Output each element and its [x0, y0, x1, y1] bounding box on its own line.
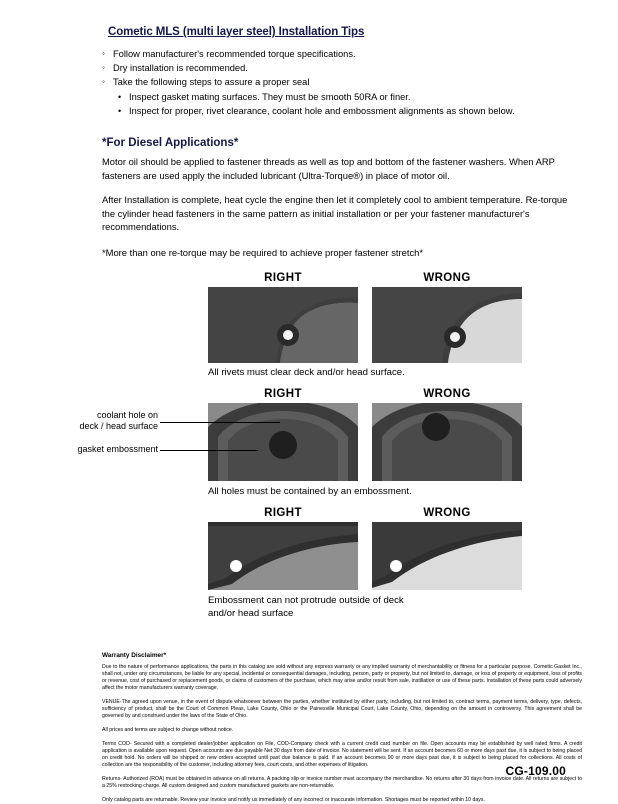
- figures-section: [40, 272, 578, 620]
- list-item: [118, 90, 578, 104]
- warranty-paragraph: Returns- Authorized (ROA) must be obtained in advance on all returns. A packing slip or invoice number must accompany the merchandise. No returns after 30 days from invoice date. All returns are subject to a 25% restocking charge. All custom designed and custom manufactured gaskets are non-returnable.: [102, 776, 582, 790]
- warranty-paragraph: All prices and terms are subject to change without notice.: [102, 727, 234, 734]
- figure-label-wrong: WRONG: [423, 506, 471, 519]
- embossment-right-diagram: [208, 403, 358, 481]
- warranty-paragraph: Terms COD- Secured with a completed dealer/jobber application on File, COD-Company check with a current credit card number on file. Open accounts may be established by well rated firms. A credit application is available upon request. Open accounts are due payable Net 30 days from date of invoice. No statement will be sent. If an account becomes 60 or more days past due, it is subject to being placed on credit hold. No orders will be shipped or new orders accepted until past due balance is paid. If an account becomes 90 or more days past due, it is subject to being placed for collections. All costs of collection are the responsibility of the customer, including attorney fees, court costs, and other expenses of litigation.: [102, 741, 582, 769]
- list-item: [102, 47, 578, 61]
- figure-label-right: RIGHT: [264, 506, 302, 519]
- figure-embossment-right: [208, 388, 358, 481]
- list-item-label: Inspect for proper, rivet clearance, coolant hole and embossment alignments as shown below.: [129, 105, 515, 116]
- warranty-paragraph: Due to the nature of performance applications, the parts in this catalog are sold without any express warranty or any implied warranty of merchantability or fitness for a particular purpose. Cometic Gasket Inc., shall not, under any circumstances, be liable for any special, incidental or consequential damages, including, person, party or property, but not limited to, damage, or loss of property or equipment, loss of profits or revenue, cost of purchased or replacement goods, or claims of customers of the purchase, which may arise and/or result from sale, instillation or use of these parts. Installation of these parts could adversely affect the motor manufacturers warranty coverage.: [102, 664, 582, 692]
- figure-rivets-right-image: [208, 287, 358, 363]
- warranty-paragraph: VENUE-The agreed upon venue, in the event of dispute whatsoever between the parties, whether instituted by either party, including, but not limited to, contract terms, payment terms, delivery, type, defects, sufficiency of product, shall be the Court of Common Pleas, Lake County, Ohio or the Painesville Municipal Court, Lake County, Ohio, depending on the amount in controversy. This agreement shall be governed by and construed under the laws of the State of Ohio.: [102, 699, 582, 720]
- list-item: [102, 61, 578, 75]
- list-item: [102, 75, 578, 89]
- bullet-marker-icon: •: [118, 105, 122, 116]
- callout-coolant-hole-line2: deck / head surface: [79, 421, 158, 432]
- figure-label-wrong: WRONG: [423, 387, 471, 400]
- figure-protrusion: [208, 507, 578, 590]
- figure-embossment: [208, 388, 578, 481]
- list-item-label: Inspect gasket mating surfaces. They must be smooth 50RA or finer.: [129, 91, 411, 102]
- figure-protrusion-caption-line1: Embossment can not protrude outside of deck: [208, 594, 404, 606]
- warranty-body: [102, 664, 582, 804]
- figure-rivets-wrong: [372, 272, 522, 363]
- figure-rivets-wrong-image: [372, 287, 522, 363]
- figure-protrusion-caption-line2: and/or head surface: [208, 607, 294, 619]
- diesel-paragraph-2: After Installation is complete, heat cycle the engine then let it completely cool to ambient temperature. Re-torque the cylinder head fasteners in the same pattern as initial installation or per your fastener manufacturer's recommendations.: [102, 194, 568, 233]
- list-item: [118, 104, 578, 118]
- callout-gasket-embossment: [0, 444, 158, 456]
- callout-coolant-hole: [0, 410, 158, 433]
- warranty-section: [40, 652, 582, 804]
- document-number: CG-109.00: [505, 764, 566, 778]
- figure-embossment-wrong-image: [372, 403, 522, 481]
- list-item-label: Take the following steps to assure a proper seal: [113, 77, 310, 88]
- figure-embossment-wrong: [372, 388, 522, 481]
- warranty-title: Warranty Disclaimer*: [102, 652, 167, 660]
- protrusion-wrong-diagram: [372, 522, 522, 590]
- callout-gasket-embossment-label: gasket embossment: [77, 443, 158, 454]
- protrusion-right-diagram: [208, 522, 358, 590]
- figure-rivets-right: [208, 272, 358, 363]
- bullet-marker-icon: ◦: [102, 63, 105, 73]
- figure-protrusion-right-image: [208, 522, 358, 590]
- figure-protrusion-wrong-image: [372, 522, 522, 590]
- installation-tips-list: [102, 47, 578, 118]
- figure-protrusion-wrong: [372, 507, 522, 590]
- figure-label-right: RIGHT: [264, 271, 302, 284]
- callout-coolant-hole-line1: coolant hole on: [96, 409, 158, 420]
- figure-embossment-right-image: [208, 403, 358, 481]
- rivet-wrong-diagram: [372, 287, 522, 363]
- bullet-marker-icon: ◦: [102, 49, 105, 58]
- bullet-marker-icon: •: [118, 91, 122, 102]
- figure-label-wrong: WRONG: [423, 271, 471, 284]
- bullet-marker-icon: ◦: [102, 77, 105, 87]
- list-item-label: Follow manufacturer's recommended torque specifications.: [113, 49, 356, 59]
- list-item-label: Dry installation is recommended.: [113, 63, 248, 74]
- embossment-wrong-diagram: [372, 403, 522, 481]
- figure-rivets: [208, 272, 578, 363]
- rivet-right-diagram: [208, 287, 358, 363]
- warranty-paragraph: Only catalog parts are returnable. Review your invoice and notify us immediately of any incorrect or inaccurate information. Shortages must be reported within 10 days.: [102, 797, 485, 804]
- figure-protrusion-caption: [208, 595, 578, 620]
- page-title: Cometic MLS (multi layer steel) Installation Tips: [108, 26, 365, 38]
- callout-coolant-hole-leader: [160, 422, 280, 423]
- callout-gasket-embossment-leader: [160, 450, 258, 451]
- diesel-paragraph-1: Motor oil should be applied to fastener threads as well as top and bottom of the fastener washers. When ARP fasteners are used apply the included lubricant (Ultra-Torque®) in place of motor oil.: [102, 156, 555, 181]
- retorque-note: *More than one re-torque may be required to achieve proper fastener stretch*: [102, 246, 424, 258]
- diesel-section-heading: *For Diesel Applications*: [102, 137, 239, 150]
- figure-label-right: RIGHT: [264, 387, 302, 400]
- figure-embossment-caption: All holes must be contained by an embossment.: [208, 485, 412, 497]
- figure-rivets-caption: All rivets must clear deck and/or head surface.: [208, 366, 405, 378]
- figure-protrusion-right: [208, 507, 358, 590]
